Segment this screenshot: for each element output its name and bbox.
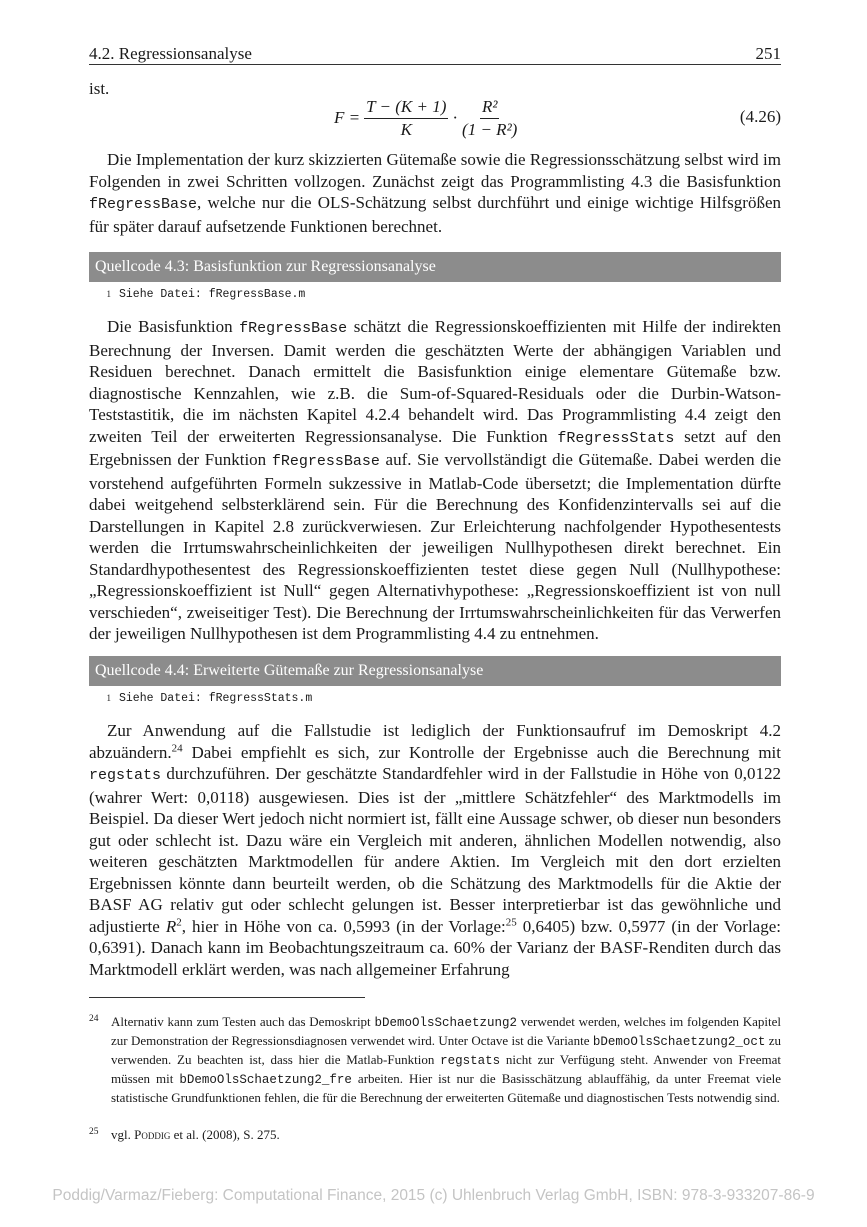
text: , hier in Höhe von ca. 0,5993 (in der Vorlage:	[181, 916, 506, 936]
inline-code: fRegressBase	[271, 453, 380, 470]
inline-code: regstats	[440, 1054, 501, 1068]
paragraph-2	[89, 316, 781, 645]
text: Die Implementation der kurz skizzierten Gütemaße sowie die Regressionsschätzung selbst wird im Folgenden in zwei Schritten vollzogen. Zunächst zeigt das Programmlisting 4.3 die Basisfunktion	[89, 150, 781, 191]
footnote-ref-25[interactable]: 25	[505, 915, 517, 928]
fraction-2-numerator: R²	[480, 97, 499, 119]
section-title: 4.2. Regressionsanalyse	[89, 44, 252, 63]
listing-4-4-line	[89, 692, 312, 705]
fraction-2-denominator: (1 − R²)	[462, 119, 518, 139]
inline-code: bDemoOlsSchaetzung2	[374, 1016, 517, 1030]
inline-code: bDemoOlsSchaetzung2_oct	[592, 1035, 766, 1049]
multiplication-dot: ·	[452, 108, 459, 127]
text: Dabei empfiehlt es sich, zur Kontrolle der Ergebnisse auch die Berechnung mit	[182, 742, 781, 762]
equation-4-26	[89, 92, 781, 144]
text: arbeiten. Hier ist nur die Basisschätzung ablauffähig, da unter Freemat viele statistische Grundfunktionen fehlen, die für die Berechnung der erweiterten Gütemaße und diagnostischen Tests notwendig sind.	[111, 1071, 781, 1105]
text: et al. (2008), S. 275.	[170, 1127, 280, 1142]
fraction-1-numerator: T − (K + 1)	[364, 97, 448, 119]
text: verwendet werden, welches im folgenden Kapitel zur Demonstration der Regressionsdiagnosen verwendet wird. Unter Octave ist die Variante	[111, 1014, 782, 1048]
text: nicht zur Verfügung steht. Anwender von Freemat müssen mit	[111, 1052, 781, 1086]
text: 0,6405) bzw. 0,5977 (in der Vorlage: 0,6391). Danach kann im Beobachtungszeitraum ca. 60% der Varianz der BASF-Renditen durch das Marktmodell erklärt werden, was nach allgemeiner Erfahrung	[89, 916, 781, 979]
text: auf. Sie vervollständigt die Gütemaße. Dabei werden die vorstehend aufgeführten Formeln sukzessive in Matlab-Code übersetzt; die Implementation dürfte dabei weitgehend selbsterklärend sein. Für die Berechnung des Konfidenzintervalls sei auf die Darstellungen in Kapitel 2.8 zurückverwiesen. Zur Erleichterung nachfolgender Hypothesentests werden die Irrtumswahrscheinlichkeiten der jeweiligen Nullhypothesen direkt berechnet. Ein Standardhypothesentest des Regressionskoeffizienten testet diese gegen Null (Nullhypothese: „Regressionskoeffizient ist Null“ gegen Alternativhypothese: „Regressionskoeffizient ist von null verschieden“, zweiseitiger Test). Die Berechnung der Irrtumswahrscheinlichkeiten für das Verwerfen der jeweiligen Nullhypothesen ist dem Programmlisting 4.4 zu entnehmen.	[89, 450, 781, 643]
listing-4-4-title: Quellcode 4.4: Erweiterte Gütemaße zur Regressionsanalyse	[89, 656, 781, 686]
fraction-1-denominator: K	[400, 119, 412, 139]
inline-code: bDemoOlsSchaetzung2_fre	[179, 1073, 352, 1087]
footnote-mark: 24	[89, 1014, 99, 1024]
text: Zur Anwendung auf die Fallstudie ist lediglich der Funktionsaufruf im Demoskript 4.2 abzuändern.	[89, 721, 781, 762]
text: Alternativ kann zum Testen auch das Demoskript	[111, 1014, 375, 1029]
r-exponent: 2	[176, 915, 182, 928]
text: durchzuführen. Der geschätzte Standardfehler wird in der Fallstudie in Höhe von 0,0122 (wahrer Wert: 0,0118) ausgewiesen. Dies ist der „mittlere Schätzfehler“ des Marktmodells im Beispiel. Da dieser Wert jedoch nicht normiert ist, fällt eine Aussage schwer, ob dieser nun besonders gut oder schlecht ist. Dazu wäre ein Vergleich mit anderen, ähnlichen Modellen notwendig, also weiteren geschätzten Marktmodellen für andere Aktien. Im Vergleich mit den dort erzielten Ergebnissen könnte dann beurteilt werden, ob die Schätzung des Marktmodells für die Aktie der BASF AG relativ gut oder schlecht gelungen ist. Besser interpretierbar ist das gewöhnliche und adjustierte	[89, 764, 781, 936]
line-number: 1	[106, 693, 111, 703]
text: , welche nur die OLS-Schätzung selbst durchführt und einige wichtige Hilfsgrößen für später darauf aufsetzende Funktionen berechnet.	[89, 193, 781, 236]
footnote-25	[89, 1126, 781, 1144]
listing-4-3-title: Quellcode 4.3: Basisfunktion zur Regressionsanalyse	[89, 252, 781, 282]
paragraph-3	[89, 720, 781, 980]
text: Die Basisfunktion	[107, 317, 240, 336]
text: setzt auf den Ergebnissen der Funktion	[89, 426, 782, 469]
footnote-ref-24[interactable]: 24	[171, 741, 183, 754]
fraction-1	[364, 97, 448, 140]
footnote-rule	[89, 997, 365, 998]
author-name: Poddig	[134, 1127, 171, 1142]
paragraph-1	[89, 149, 781, 237]
inline-code: fRegressBase	[239, 320, 348, 337]
line-number: 1	[106, 289, 111, 299]
lead-word: ist.	[89, 79, 110, 98]
r-symbol: R	[165, 916, 177, 936]
page-number: 251	[755, 44, 781, 63]
code-text: Siehe Datei: fRegressStats.m	[119, 692, 313, 705]
text: schätzt die Regressionskoeffizienten mit Hilfe der indirekten Berechnung der Inversen. Damit werden die geschätzten Werte der abhängigen Variablen und Residuen berechnet. Danach ermittelt die Basisfunktion einige elementare Gütemaße bzw. diagnostische Kennzahlen, wie z.B. die Sum-of-Squared-Residuals oder die Durbin-Watson-Teststastitik, die im nächsten Kapitel 4.2.4 behandelt wird. Das Programmlisting 4.4 zeigt den zweiten Teil der erweiterten Regressionsanalyse. Die Funktion	[89, 317, 781, 446]
text: zu verwenden. Zu beachten ist, dass hier die Matlab-Funktion	[111, 1033, 781, 1067]
text: vgl.	[111, 1127, 135, 1142]
listing-4-3-line	[89, 288, 305, 301]
footnote-24	[89, 1013, 781, 1107]
inline-code: fRegressBase	[89, 196, 198, 213]
code-text: Siehe Datei: fRegressBase.m	[119, 288, 306, 301]
fraction-2	[462, 97, 517, 140]
inline-code: regstats	[89, 767, 162, 784]
equation-lhs: F =	[334, 108, 361, 127]
copyright-watermark: Poddig/Varmaz/Fieberg: Computational Finance, 2015 (c) Uhlenbruch Verlag GmbH, ISBN: 978-3-933207-86-9	[52, 1187, 815, 1204]
footnote-mark: 25	[89, 1127, 99, 1137]
running-head	[89, 42, 781, 65]
inline-code: fRegressStats	[557, 429, 675, 447]
equation-number: (4.26)	[739, 107, 781, 126]
